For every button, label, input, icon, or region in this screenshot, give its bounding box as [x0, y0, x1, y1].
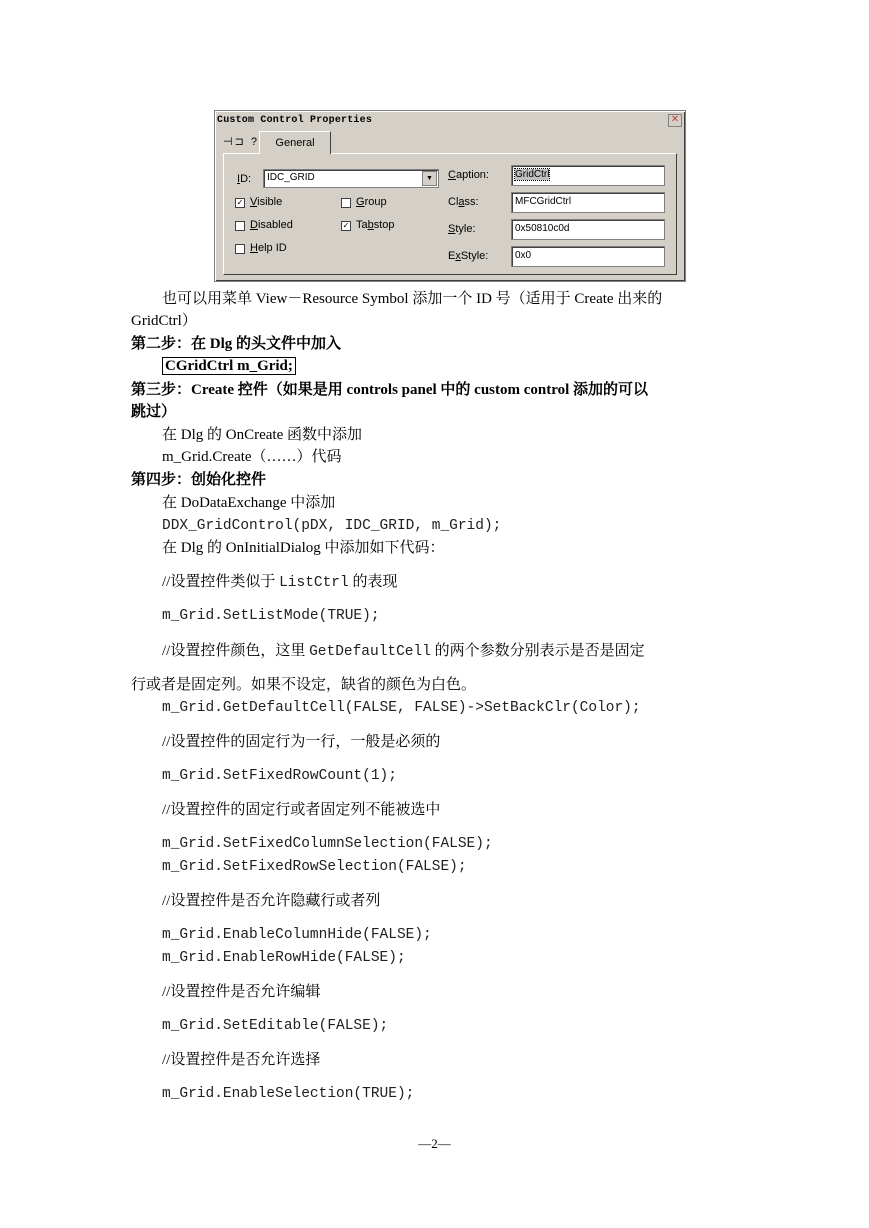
code-line: m_Grid.EnableRowHide(FALSE);	[162, 950, 406, 966]
pin-help-icons[interactable]: ⊣⊐ ?	[223, 136, 259, 148]
paragraph-line: 也可以用菜单 View－Resource Symbol 添加一个 ID 号（适用于 Create 出来的	[162, 291, 663, 307]
id-combobox[interactable]	[263, 169, 439, 188]
step3-heading: 第三步：Create 控件（如果是用 controls panel 中的 custom control 添加的可以	[131, 382, 649, 398]
disabled-checkbox[interactable]	[235, 221, 245, 231]
visible-label: Visible	[250, 196, 283, 208]
class-field[interactable]	[511, 192, 665, 213]
step4-heading: 第四步：创始化控件	[131, 472, 267, 488]
exstyle-value: 0x0	[515, 250, 532, 261]
code-line: m_Grid.GetDefaultCell(FALSE, FALSE)->SetBackClr(Color);	[162, 700, 641, 716]
caption-value: GridCtrl	[515, 169, 550, 180]
paragraph-line: GridCtrl）	[131, 313, 197, 329]
class-label: Class:	[448, 196, 479, 208]
code-line: m_Grid.SetEditable(FALSE);	[162, 1018, 389, 1034]
disabled-label: Disabled	[250, 219, 293, 231]
code-line: m_Grid.EnableColumnHide(FALSE);	[162, 927, 432, 943]
code-comment: //设置控件的固定行或者固定列不能被选中	[162, 802, 441, 818]
id-label: ID:	[237, 173, 252, 185]
caption-label: Caption:	[448, 169, 489, 181]
page-number: —2—	[418, 1136, 451, 1151]
code-comment: //设置控件是否允许编辑	[162, 984, 321, 1000]
code-comment: //设置控件是否允许隐藏行或者列	[162, 893, 381, 909]
tabstop-checkbox[interactable]: ✓	[342, 221, 350, 230]
paragraph-line: 在 Dlg 的 OnInitialDialog 中添加如下代码：	[162, 540, 445, 556]
code-line: DDX_GridControl(pDX, IDC_GRID, m_Grid);	[162, 518, 502, 534]
paragraph-line: m_Grid.Create（……）代码	[162, 449, 342, 465]
step2-code: CGridCtrl m_Grid;	[162, 356, 296, 376]
help-id-label: Help ID	[250, 242, 287, 254]
paragraph-line: 在 DoDataExchange 中添加	[162, 495, 336, 511]
chevron-down-icon[interactable]: ▼	[422, 171, 437, 186]
help-id-checkbox[interactable]	[235, 244, 245, 254]
dialog-title: Custom Control Properties	[217, 115, 373, 126]
group-label: Group	[356, 196, 387, 208]
group-checkbox[interactable]	[341, 198, 351, 208]
code-line: m_Grid.SetListMode(TRUE);	[162, 608, 380, 624]
visible-checkbox[interactable]: ✓	[236, 198, 244, 207]
style-value: 0x50810c0d	[515, 223, 570, 234]
style-field[interactable]	[511, 219, 665, 240]
step3-heading-cont: 跳过）	[131, 404, 177, 420]
paragraph-line: 在 Dlg 的 OnCreate 函数中添加	[162, 427, 362, 443]
step2-heading: 第二步：在 Dlg 的头文件中加入	[131, 336, 342, 352]
tabstop-label: Tabstop	[356, 219, 395, 231]
code-comment: //设置控件的固定行为一行，一般是必须的	[162, 734, 441, 750]
code-line: m_Grid.SetFixedColumnSelection(FALSE);	[162, 836, 493, 852]
id-value: IDC_GRID	[267, 172, 315, 183]
code-line: m_Grid.EnableSelection(TRUE);	[162, 1086, 415, 1102]
code-comment: //设置控件类似于 ListCtrl 的表现	[162, 574, 398, 591]
code-line: m_Grid.SetFixedRowCount(1);	[162, 768, 397, 784]
caption-field[interactable]	[511, 165, 665, 186]
code-comment: //设置控件是否允许选择	[162, 1052, 321, 1068]
code-line: m_Grid.SetFixedRowSelection(FALSE);	[162, 859, 467, 875]
exstyle-field[interactable]	[511, 246, 665, 267]
class-value: MFCGridCtrl	[515, 196, 572, 207]
style-label: Style:	[448, 223, 476, 235]
exstyle-label: ExStyle:	[448, 250, 489, 262]
code-comment: //设置控件颜色，这里 GetDefaultCell 的两个参数分别表示是否是固定	[162, 643, 645, 660]
custom-control-properties-dialog	[214, 110, 686, 282]
paragraph-line: 行或者是固定列。如果不设定，缺省的颜色为白色。	[131, 677, 477, 693]
tab-general[interactable]: General	[259, 131, 331, 154]
close-icon[interactable]: ✕	[668, 114, 682, 127]
